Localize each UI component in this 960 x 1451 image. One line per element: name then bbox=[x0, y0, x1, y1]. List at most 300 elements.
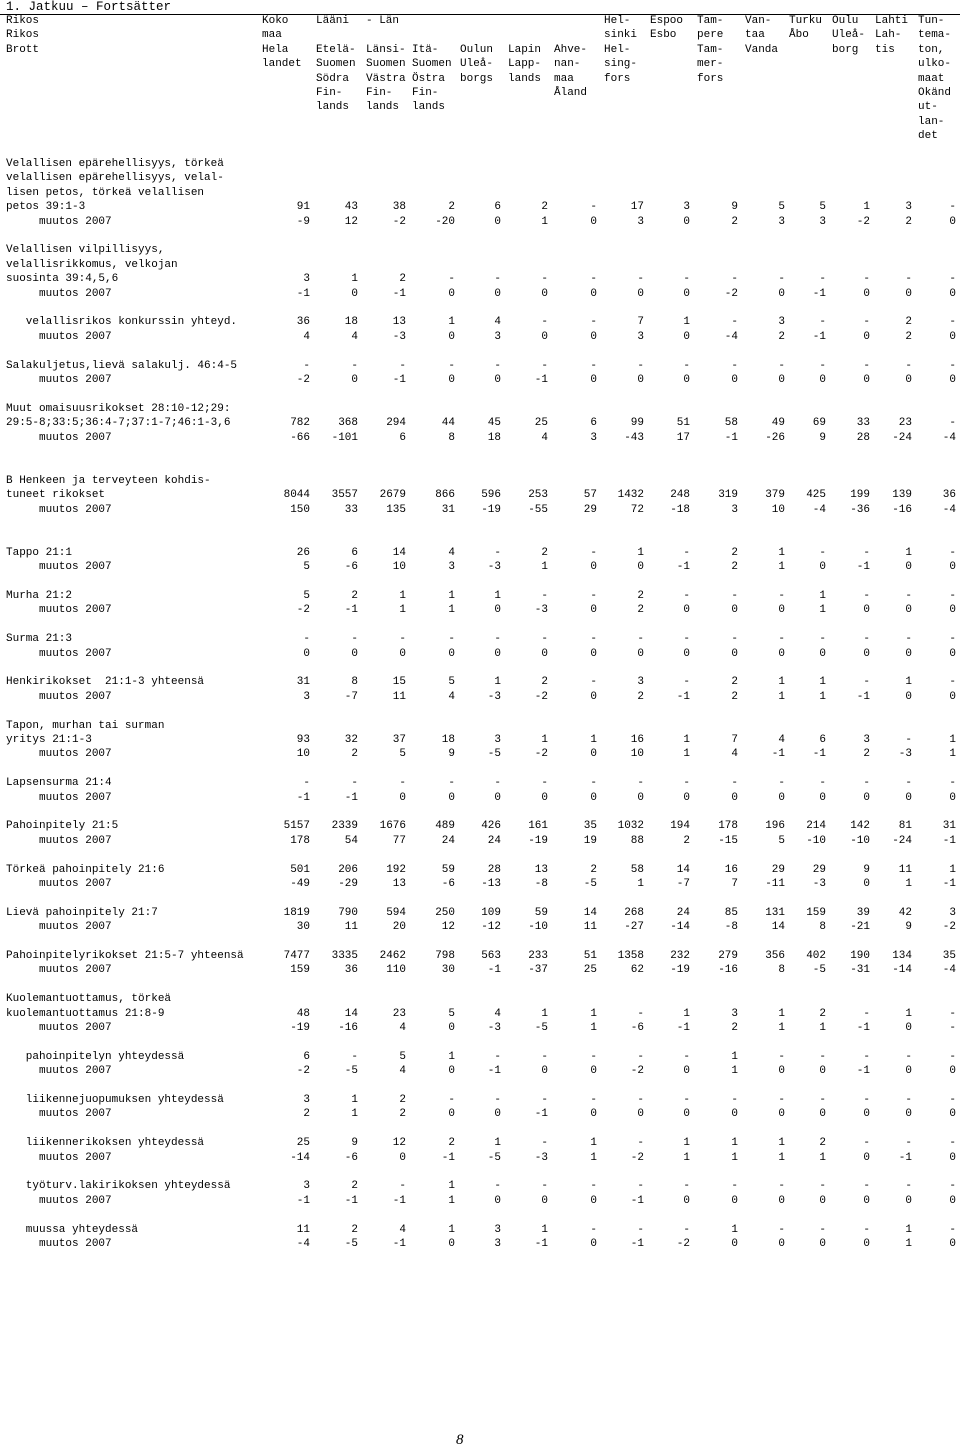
table-cell: 319 bbox=[718, 489, 738, 502]
table-cell: - bbox=[303, 359, 310, 372]
table-cell: 0 bbox=[683, 604, 690, 617]
table-cell: -1 bbox=[392, 374, 406, 386]
table-cell: 0 bbox=[637, 647, 644, 660]
table-cell: - bbox=[351, 633, 358, 646]
table-cell: 0 bbox=[590, 1238, 597, 1250]
column-header-text: nan- bbox=[554, 58, 581, 71]
table-cell: 7 bbox=[731, 734, 738, 746]
row-label: muutos 2007 bbox=[6, 1238, 112, 1250]
table-cell: 0 bbox=[590, 604, 597, 617]
table-cell: - bbox=[683, 633, 690, 646]
row-label: pahoinpitelyn yhteydessä bbox=[6, 1050, 185, 1063]
column-header-text: Suomen bbox=[316, 58, 356, 71]
table-cell: 0 bbox=[683, 1065, 690, 1078]
table-cell: 0 bbox=[863, 1238, 870, 1250]
row-label: Pahoinpitely 21:5 bbox=[6, 820, 119, 833]
table-cell: 0 bbox=[949, 690, 956, 703]
column-header-text: Fin- bbox=[412, 87, 439, 99]
table-cell: 0 bbox=[448, 1022, 455, 1034]
column-header-text: Ahve- bbox=[554, 43, 588, 56]
table-cell: 0 bbox=[905, 1108, 912, 1121]
table-cell: -5 bbox=[487, 748, 501, 761]
table-cell: - bbox=[731, 359, 738, 372]
table-cell: -16 bbox=[718, 964, 738, 977]
table-cell: - bbox=[949, 201, 956, 214]
table-cell: - bbox=[905, 777, 912, 790]
column-header-text: Suomen bbox=[412, 58, 452, 71]
table-cell: 0 bbox=[905, 374, 912, 386]
table-cell: 0 bbox=[448, 287, 455, 300]
table-cell: - bbox=[590, 1050, 597, 1063]
table-cell: 206 bbox=[338, 863, 358, 876]
table-cell: -4 bbox=[942, 503, 956, 516]
table-cell: 36 bbox=[942, 489, 956, 502]
table-cell: -3 bbox=[392, 330, 406, 343]
row-label: muutos 2007 bbox=[6, 964, 112, 977]
table-cell: 2 bbox=[351, 1180, 358, 1193]
table-cell: 1819 bbox=[283, 906, 310, 919]
table-cell: - bbox=[778, 633, 785, 646]
table-cell: 0 bbox=[905, 690, 912, 703]
table-cell: - bbox=[494, 633, 501, 646]
table-cell: 0 bbox=[905, 791, 912, 804]
table-cell: - bbox=[819, 633, 826, 646]
table-cell: 1 bbox=[448, 590, 455, 602]
table-cell: 0 bbox=[494, 215, 501, 228]
table-cell: - bbox=[683, 676, 690, 689]
table-cell: 0 bbox=[683, 287, 690, 300]
table-cell: 69 bbox=[812, 417, 826, 430]
table-cell: 0 bbox=[778, 791, 785, 804]
table-cell: 253 bbox=[528, 489, 548, 502]
table-cell: 2 bbox=[637, 604, 644, 617]
table-cell: - bbox=[637, 1223, 644, 1236]
table-cell: 2 bbox=[819, 1007, 826, 1020]
table-cell: 0 bbox=[819, 791, 826, 804]
table-cell: 9 bbox=[731, 201, 738, 214]
table-cell: 5 bbox=[448, 676, 455, 689]
table-cell: 1432 bbox=[617, 489, 644, 502]
table-cell: 798 bbox=[435, 950, 455, 962]
table-cell: 0 bbox=[819, 561, 826, 574]
table-cell: - bbox=[778, 1223, 785, 1236]
table-cell: 26 bbox=[296, 546, 310, 559]
table-cell: 0 bbox=[448, 647, 455, 660]
table-cell: 31 bbox=[942, 820, 956, 833]
table-cell: 0 bbox=[590, 561, 597, 574]
table-cell: 81 bbox=[898, 820, 912, 833]
table-cell: 1 bbox=[778, 1151, 785, 1164]
column-header-text: Lah- bbox=[875, 29, 902, 42]
table-cell: - bbox=[819, 777, 826, 790]
table-cell: 3 bbox=[448, 561, 455, 574]
row-label: muutos 2007 bbox=[6, 878, 112, 890]
table-cell: 0 bbox=[949, 561, 956, 574]
table-cell: 2 bbox=[399, 1108, 406, 1121]
table-cell: 6 bbox=[303, 1050, 310, 1063]
table-cell: -1 bbox=[676, 690, 690, 703]
column-header-text: Van- bbox=[745, 15, 772, 27]
table-cell: 2339 bbox=[331, 820, 358, 833]
column-header-text: fors bbox=[697, 72, 724, 85]
table-cell: 11 bbox=[583, 921, 597, 934]
table-cell: - bbox=[590, 546, 597, 559]
table-cell: 58 bbox=[724, 417, 738, 430]
table-cell: -36 bbox=[850, 503, 870, 516]
table-cell: -2 bbox=[676, 1238, 690, 1250]
row-label: muutos 2007 bbox=[6, 1065, 112, 1078]
table-cell: -1 bbox=[856, 1065, 870, 1078]
table-cell: 1 bbox=[541, 1223, 548, 1236]
table-cell: - bbox=[778, 273, 785, 286]
column-header-text: Hel- bbox=[604, 43, 631, 56]
table-cell: 4 bbox=[448, 690, 455, 703]
table-cell: 13 bbox=[534, 863, 548, 876]
row-label: muutos 2007 bbox=[6, 1194, 112, 1207]
table-cell: - bbox=[683, 1094, 690, 1106]
table-cell: 2 bbox=[819, 1137, 826, 1150]
column-header-text: lands bbox=[316, 101, 350, 114]
table-cell: 0 bbox=[448, 1108, 455, 1121]
table-cell: 3 bbox=[303, 1180, 310, 1193]
table-cell: 3 bbox=[303, 1094, 310, 1106]
table-cell: -6 bbox=[630, 1022, 644, 1034]
table-cell: 0 bbox=[590, 647, 597, 660]
table-cell: 14 bbox=[583, 906, 597, 919]
table-cell: 3 bbox=[778, 215, 785, 228]
table-cell: 49 bbox=[771, 417, 785, 430]
table-cell: - bbox=[590, 359, 597, 372]
table-cell: 5 bbox=[303, 590, 310, 602]
table-cell: 51 bbox=[583, 950, 597, 962]
column-header-text: Hel- bbox=[604, 15, 631, 27]
table-cell: 3 bbox=[949, 906, 956, 919]
table-cell: 3 bbox=[637, 330, 644, 343]
table-cell: 17 bbox=[630, 201, 644, 214]
table-cell: 28 bbox=[856, 431, 870, 444]
table-cell: -2 bbox=[856, 215, 870, 228]
table-cell: 2 bbox=[905, 316, 912, 329]
column-header-text: Lääni bbox=[316, 15, 350, 27]
table-cell: 425 bbox=[806, 489, 826, 502]
table-cell: 3 bbox=[637, 215, 644, 228]
table-cell: 1 bbox=[819, 1022, 826, 1034]
table-cell: 0 bbox=[683, 647, 690, 660]
table-cell: - bbox=[303, 777, 310, 790]
table-cell: 3 bbox=[494, 734, 501, 746]
table-cell: 0 bbox=[731, 791, 738, 804]
table-cell: 0 bbox=[819, 1238, 826, 1250]
table-cell: 18 bbox=[441, 734, 455, 746]
table-cell: 0 bbox=[683, 330, 690, 343]
table-cell: 0 bbox=[683, 215, 690, 228]
table-cell: 9 bbox=[448, 748, 455, 761]
table-cell: -14 bbox=[892, 964, 912, 977]
table-cell: 0 bbox=[683, 1194, 690, 1207]
table-cell: 9 bbox=[863, 863, 870, 876]
row-label: muutos 2007 bbox=[6, 748, 112, 761]
table-cell: 0 bbox=[778, 647, 785, 660]
row-label: muutos 2007 bbox=[6, 374, 112, 386]
table-cell: 9 bbox=[905, 921, 912, 934]
table-cell: 110 bbox=[386, 964, 406, 977]
table-cell: -2 bbox=[534, 748, 548, 761]
table-cell: -49 bbox=[290, 878, 310, 890]
table-cell: 1 bbox=[778, 561, 785, 574]
table-cell: -8 bbox=[534, 878, 548, 890]
table-cell: 135 bbox=[386, 503, 406, 516]
table-cell: 1 bbox=[448, 1194, 455, 1207]
column-header-text: fors bbox=[604, 72, 631, 85]
table-cell: 5 bbox=[399, 748, 406, 761]
table-cell: 233 bbox=[528, 950, 548, 962]
table-cell: 0 bbox=[949, 1151, 956, 1164]
table-cell: - bbox=[541, 777, 548, 790]
table-cell: 0 bbox=[819, 647, 826, 660]
table-cell: 0 bbox=[448, 1065, 455, 1078]
table-cell: - bbox=[819, 1094, 826, 1106]
table-cell: 0 bbox=[819, 374, 826, 386]
row-label: suosinta 39:4,5,6 bbox=[6, 273, 119, 286]
row-label: petos 39:1-3 bbox=[6, 201, 86, 214]
table-cell: - bbox=[731, 273, 738, 286]
table-cell: 0 bbox=[778, 1108, 785, 1121]
table-cell: 43 bbox=[344, 201, 358, 214]
table-cell: 1 bbox=[399, 604, 406, 617]
row-label: muutos 2007 bbox=[6, 1022, 112, 1034]
table-cell: - bbox=[541, 1050, 548, 1063]
table-cell: 29 bbox=[771, 863, 785, 876]
table-cell: 0 bbox=[863, 647, 870, 660]
table-cell: 3 bbox=[731, 503, 738, 516]
column-header-text: Länsi- bbox=[366, 43, 406, 56]
table-cell: 0 bbox=[399, 1151, 406, 1164]
table-cell: -1 bbox=[898, 1151, 912, 1164]
table-cell: 1 bbox=[590, 734, 597, 746]
table-cell: -1 bbox=[487, 964, 501, 977]
table-cell: -3 bbox=[898, 748, 912, 761]
table-cell: - bbox=[683, 1180, 690, 1193]
table-cell: - bbox=[778, 777, 785, 790]
table-cell: 2 bbox=[637, 690, 644, 703]
table-cell: - bbox=[863, 590, 870, 602]
table-cell: 15 bbox=[392, 676, 406, 689]
column-header-text: Åbo bbox=[789, 29, 809, 42]
table-cell: -1 bbox=[392, 1194, 406, 1207]
table-cell: 1 bbox=[683, 1137, 690, 1150]
table-cell: 11 bbox=[898, 863, 912, 876]
table-cell: 0 bbox=[303, 647, 310, 660]
row-label: muutos 2007 bbox=[6, 791, 112, 804]
table-cell: 1 bbox=[590, 1022, 597, 1034]
table-cell: 0 bbox=[541, 791, 548, 804]
table-cell: 54 bbox=[344, 834, 358, 847]
table-cell: 25 bbox=[534, 417, 548, 430]
row-label: työturv.lakirikoksen yhteydessä bbox=[6, 1180, 231, 1193]
table-cell: 4 bbox=[731, 748, 738, 761]
table-cell: 1032 bbox=[617, 820, 644, 833]
table-cell: - bbox=[863, 1007, 870, 1020]
table-cell: -1 bbox=[812, 330, 826, 343]
column-header-text: ton, bbox=[918, 43, 945, 56]
table-cell: -1 bbox=[534, 1108, 548, 1121]
table-cell: 1 bbox=[351, 1108, 358, 1121]
table-cell: -1 bbox=[856, 561, 870, 574]
table-cell: 1 bbox=[399, 590, 406, 602]
table-cell: 1 bbox=[778, 690, 785, 703]
table-cell: 790 bbox=[338, 906, 358, 919]
table-cell: 0 bbox=[949, 1194, 956, 1207]
table-cell: - bbox=[863, 273, 870, 286]
table-cell: - bbox=[863, 316, 870, 329]
table-cell: 1 bbox=[494, 676, 501, 689]
table-cell: 18 bbox=[487, 431, 501, 444]
table-cell: 14 bbox=[392, 546, 406, 559]
table-cell: 2 bbox=[303, 1108, 310, 1121]
table-cell: 12 bbox=[441, 921, 455, 934]
table-cell: 1 bbox=[541, 734, 548, 746]
table-cell: 0 bbox=[949, 791, 956, 804]
column-header-text: Fin- bbox=[316, 87, 343, 99]
row-label: Tappo 21:1 bbox=[6, 546, 73, 559]
table-cell: 77 bbox=[392, 834, 406, 847]
column-header-text: sing- bbox=[604, 58, 638, 71]
row-label: Surma 21:3 bbox=[6, 633, 73, 646]
page-number: 8 bbox=[456, 1432, 464, 1448]
table-cell: - bbox=[778, 1180, 785, 1193]
row-label: tuneet rikokset bbox=[6, 489, 106, 502]
table-cell: 0 bbox=[905, 1194, 912, 1207]
table-cell: -1 bbox=[441, 1151, 455, 1164]
table-cell: 1 bbox=[778, 546, 785, 559]
row-label: Henkirikokset 21:1-3 yhteensä bbox=[6, 676, 205, 689]
table-cell: 36 bbox=[344, 964, 358, 977]
column-header-text: Esbo bbox=[650, 29, 677, 42]
table-cell: - bbox=[590, 273, 597, 286]
table-cell: 29 bbox=[583, 503, 597, 516]
table-cell: 0 bbox=[683, 1108, 690, 1121]
table-cell: 0 bbox=[949, 287, 956, 300]
table-cell: -4 bbox=[942, 964, 956, 977]
table-cell: 0 bbox=[863, 287, 870, 300]
column-header-text: ut- bbox=[918, 101, 938, 114]
column-header-text: lan- bbox=[918, 115, 945, 128]
table-cell: -2 bbox=[942, 921, 956, 934]
table-cell: 1 bbox=[683, 734, 690, 746]
table-cell: 0 bbox=[863, 604, 870, 617]
table-cell: 3 bbox=[494, 330, 501, 343]
table-cell: 2 bbox=[541, 546, 548, 559]
table-cell: 1 bbox=[541, 561, 548, 574]
table-cell: 0 bbox=[637, 374, 644, 386]
table-cell: 1 bbox=[819, 590, 826, 602]
table-cell: -6 bbox=[441, 878, 455, 890]
table-cell: -2 bbox=[296, 604, 310, 617]
table-cell: 45 bbox=[487, 417, 501, 430]
table-cell: -16 bbox=[338, 1022, 358, 1034]
table-cell: -1 bbox=[296, 287, 310, 300]
table-cell: 1 bbox=[731, 1151, 738, 1164]
row-label: velallisrikkomus, velkojan bbox=[6, 258, 178, 271]
table-cell: -10 bbox=[528, 921, 548, 934]
table-cell: - bbox=[448, 273, 455, 286]
row-label: Velallisen vilpillisyys, bbox=[6, 244, 165, 257]
table-cell: 2 bbox=[399, 1094, 406, 1106]
column-header-text: Itä- bbox=[412, 43, 439, 56]
table-cell: 0 bbox=[590, 374, 597, 386]
table-cell: -3 bbox=[534, 1151, 548, 1164]
row-label: muutos 2007 bbox=[6, 921, 112, 934]
table-cell: -19 bbox=[290, 1022, 310, 1034]
table-cell: 2 bbox=[905, 215, 912, 228]
table-cell: 0 bbox=[683, 374, 690, 386]
table-cell: 199 bbox=[850, 489, 870, 502]
table-cell: 1 bbox=[637, 878, 644, 890]
table-cell: 192 bbox=[386, 863, 406, 876]
table-cell: 5 bbox=[303, 561, 310, 574]
table-cell: 8 bbox=[448, 431, 455, 444]
row-label: Murha 21:2 bbox=[6, 590, 73, 602]
table-cell: -19 bbox=[528, 834, 548, 847]
table-cell: -20 bbox=[435, 215, 455, 228]
table-cell: - bbox=[351, 777, 358, 790]
table-cell: 0 bbox=[351, 647, 358, 660]
row-label: Pahoinpitelyrikokset 21:5-7 yhteensä bbox=[6, 950, 244, 962]
row-label: yritys 21:1-3 bbox=[6, 734, 92, 746]
table-cell: 14 bbox=[676, 863, 690, 876]
table-cell: - bbox=[819, 359, 826, 372]
table-cell: - bbox=[637, 273, 644, 286]
table-cell: -4 bbox=[812, 503, 826, 516]
table-cell: -14 bbox=[290, 1151, 310, 1164]
table-cell: 39 bbox=[856, 906, 870, 919]
table-cell: 4 bbox=[399, 1022, 406, 1034]
table-cell: 1358 bbox=[617, 950, 644, 962]
column-header-text: maat bbox=[918, 72, 945, 85]
table-cell: 37 bbox=[392, 734, 406, 746]
table-cell: 6 bbox=[351, 546, 358, 559]
table-cell: -55 bbox=[528, 503, 548, 516]
table-cell: 1 bbox=[590, 1137, 597, 1150]
column-header-text: Södra bbox=[316, 72, 350, 85]
table-cell: 0 bbox=[778, 604, 785, 617]
table-cell: - bbox=[637, 777, 644, 790]
table-cell: 2 bbox=[863, 748, 870, 761]
table-cell: 0 bbox=[637, 287, 644, 300]
table-cell: 0 bbox=[949, 215, 956, 228]
column-header-text: Suomen bbox=[366, 58, 406, 71]
table-cell: 0 bbox=[590, 791, 597, 804]
row-label: muutos 2007 bbox=[6, 431, 112, 444]
table-cell: 1 bbox=[448, 1223, 455, 1236]
table-cell: 161 bbox=[528, 820, 548, 833]
table-cell: 25 bbox=[583, 964, 597, 977]
table-cell: 0 bbox=[541, 647, 548, 660]
table-cell: 0 bbox=[905, 287, 912, 300]
table-cell: 51 bbox=[676, 417, 690, 430]
table-cell: 16 bbox=[630, 734, 644, 746]
table-cell: - bbox=[541, 590, 548, 602]
table-cell: 93 bbox=[296, 734, 310, 746]
row-label: muutos 2007 bbox=[6, 215, 112, 228]
table-cell: - bbox=[541, 1180, 548, 1193]
table-cell: 42 bbox=[898, 906, 912, 919]
table-cell: 1 bbox=[494, 590, 501, 602]
table-cell: 0 bbox=[949, 1238, 956, 1250]
table-cell: -2 bbox=[630, 1151, 644, 1164]
column-header-text: Oulun bbox=[460, 43, 494, 56]
table-cell: 0 bbox=[448, 1238, 455, 1250]
